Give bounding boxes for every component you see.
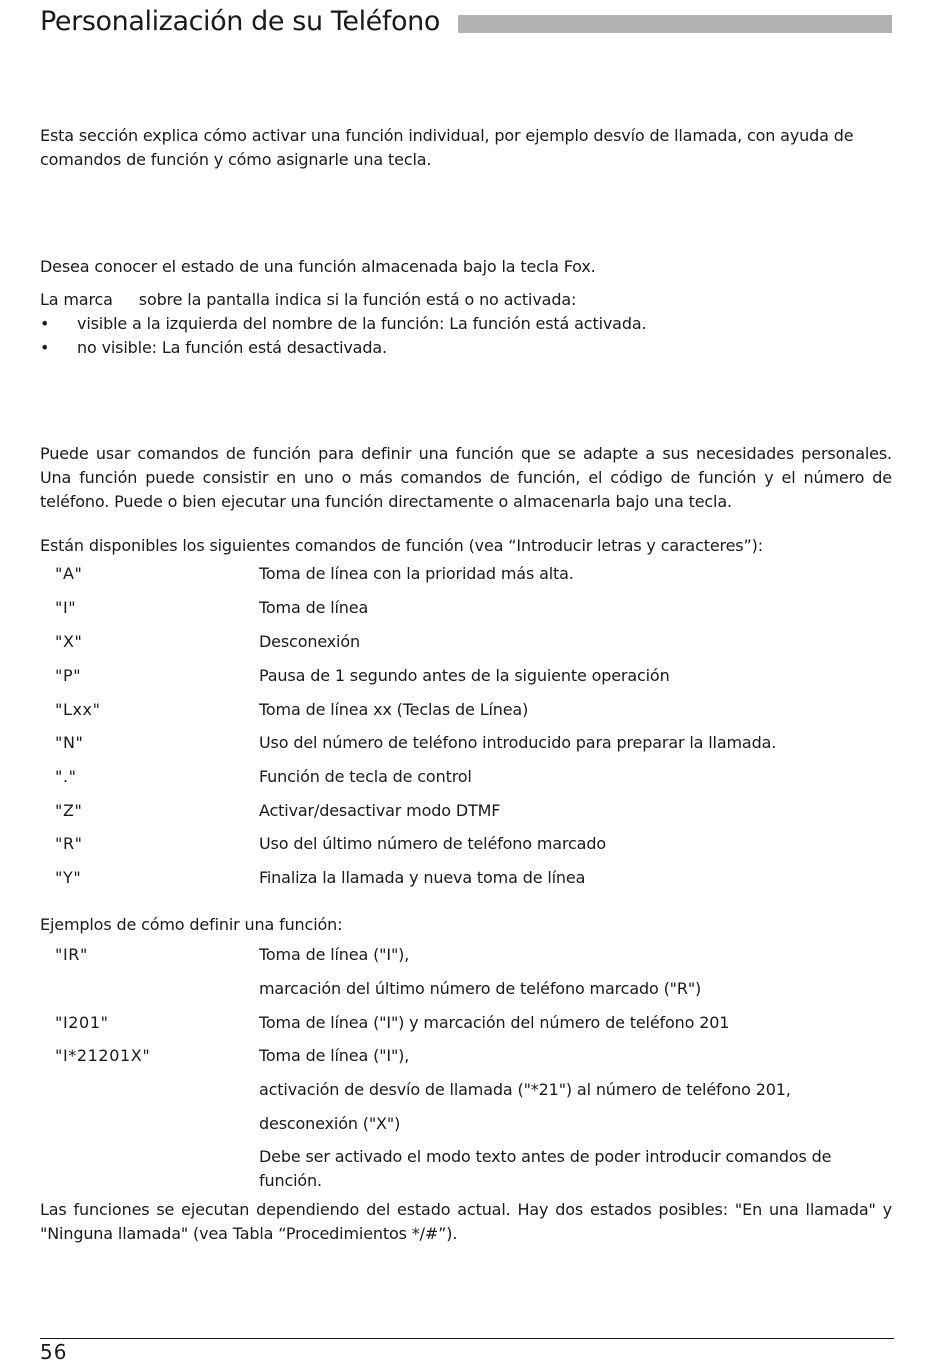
command-desc: Uso del último número de teléfono marcado xyxy=(259,834,606,853)
command-row xyxy=(0,596,950,622)
command-row xyxy=(0,562,950,588)
example-desc: Toma de línea ("I") y marcación del número de teléfono 201 xyxy=(259,1013,730,1032)
example-row xyxy=(0,1112,950,1138)
example-desc: Toma de línea ("I"), xyxy=(259,945,410,964)
command-code: "A" xyxy=(55,564,83,583)
examples-intro: Ejemplos de cómo definir una función: xyxy=(40,915,343,934)
page-title: Personalización de su Teléfono xyxy=(40,6,440,37)
command-code: "X" xyxy=(55,632,83,651)
bullet-dot: • xyxy=(40,314,50,333)
command-desc: Desconexión xyxy=(259,632,360,651)
example-code: "IR" xyxy=(55,945,88,964)
command-desc: Finaliza la llamada y nueva toma de línea xyxy=(259,868,586,887)
intro-paragraph: Esta sección explica cómo activar una función individual, por ejemplo desvío de llamada, con ayuda de comandos de función y cómo asignarle una tecla. xyxy=(40,126,854,169)
command-desc: Toma de línea con la prioridad más alta. xyxy=(259,564,574,583)
example-code: "I201" xyxy=(55,1013,109,1032)
command-code: "Lxx" xyxy=(55,700,101,719)
command-row xyxy=(0,765,950,791)
command-row xyxy=(0,731,950,757)
command-code: "P" xyxy=(55,666,82,685)
example-row xyxy=(0,977,950,1003)
example-row xyxy=(0,943,950,969)
example-code: "I*21201X" xyxy=(55,1046,151,1065)
marker-sentence xyxy=(40,288,892,312)
command-code: "I" xyxy=(55,598,77,617)
example-row xyxy=(0,1044,950,1070)
command-row xyxy=(0,832,950,858)
example-desc: desconexión ("X") xyxy=(259,1114,401,1133)
status-bullet-text: visible a la izquierda del nombre de la función: La función está activada. xyxy=(77,314,647,333)
closing-paragraph: Las funciones se ejecutan dependiendo del estado actual. Hay dos estados posibles: "En una llamada" y "Ninguna llamada" (vea Tabla “Procedimientos */#”). xyxy=(40,1200,892,1243)
bullet-dot: • xyxy=(40,338,50,357)
status-bullet-text: no visible: La función está desactivada. xyxy=(77,338,387,357)
page-number: 56 xyxy=(40,1340,68,1364)
marker-text-after: sobre la pantalla indica si la función está o no activada: xyxy=(138,290,577,309)
example-desc: marcación del último número de teléfono marcado ("R") xyxy=(259,979,702,998)
footer-rule xyxy=(40,1338,894,1339)
command-desc: Uso del número de teléfono introducido para preparar la llamada. xyxy=(259,733,777,752)
command-code: "Z" xyxy=(55,801,83,820)
command-row xyxy=(0,664,950,690)
command-desc: Toma de línea xyxy=(259,598,369,617)
command-code: "." xyxy=(55,767,77,786)
command-row xyxy=(0,799,950,825)
command-desc: Toma de línea xx (Teclas de Línea) xyxy=(259,700,529,719)
command-row xyxy=(0,866,950,892)
page-header xyxy=(40,4,892,44)
command-code: "R" xyxy=(55,834,83,853)
example-desc: Toma de línea ("I"), xyxy=(259,1046,410,1065)
command-row xyxy=(0,630,950,656)
command-desc: Función de tecla de control xyxy=(259,767,472,786)
header-bar xyxy=(458,15,892,33)
command-desc: Pausa de 1 segundo antes de la siguiente operación xyxy=(259,666,670,685)
command-code: "N" xyxy=(55,733,84,752)
example-row xyxy=(0,1011,950,1037)
status-question: Desea conocer el estado de una función almacenada bajo la tecla Fox. xyxy=(40,257,596,276)
commands-intro: Están disponibles los siguientes comandos de función (vea “Introducir letras y caracteres”): xyxy=(40,536,763,555)
marker-text-before: La marca xyxy=(40,290,113,309)
command-code: "Y" xyxy=(55,868,82,887)
command-row xyxy=(0,698,950,724)
example-desc: activación de desvío de llamada ("*21") al número de teléfono 201, xyxy=(259,1080,791,1099)
example-row xyxy=(0,1078,950,1104)
text-mode-note: Debe ser activado el modo texto antes de poder introducir comandos de función. xyxy=(259,1147,832,1190)
define-paragraph: Puede usar comandos de función para definir una función que se adapte a sus necesidades personales. Una función puede consistir en uno o más comandos de función, el código de función y el número de teléfono. Puede o bien ejecutar una función directamente o almacenarla bajo una tecla. xyxy=(40,444,892,511)
command-desc: Activar/desactivar modo DTMF xyxy=(259,801,501,820)
